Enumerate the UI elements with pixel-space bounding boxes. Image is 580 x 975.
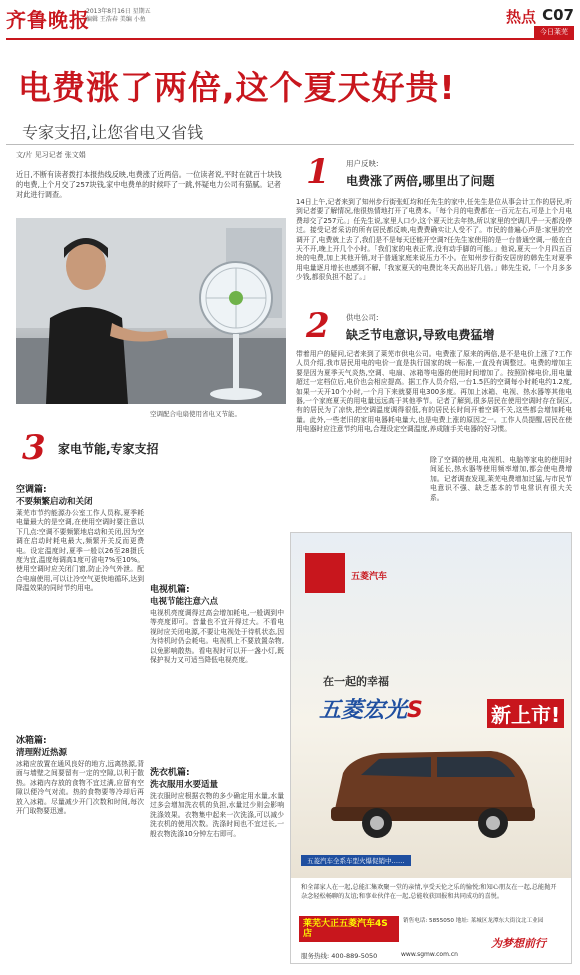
issue-date: 2013年8月16日 星期五 xyxy=(86,8,151,15)
ad-promo: 五菱汽车全系车型火爆促销中…… xyxy=(301,855,411,866)
section-subtitle: 今日莱芜 xyxy=(534,26,574,38)
tip-subheading: 清理附近热源 xyxy=(16,748,68,758)
editor-credits: 编辑 王浩春 美编 小鱼 xyxy=(86,16,146,23)
ad-website[interactable]: www.sgmw.com.cn xyxy=(401,951,458,958)
section-title: 热点 xyxy=(505,8,536,26)
ad-dealer: 莱芜大正五菱汽车4S店 xyxy=(299,916,399,942)
part1-label: 用户反映: xyxy=(346,159,379,168)
ad-model-text: 五菱宏光 xyxy=(319,698,408,723)
ad-brand: 五菱汽车 xyxy=(351,572,388,582)
masthead-rule xyxy=(6,38,574,40)
ad-body: 和全部家人在一起,总能汇集欢聚一堂的亲情,享受天伦之乐的愉悦;和知心朋友在一起,总能抛开杂念轻松畅聊的友谊;和事业伙伴在一起,总能收获回报和共同成功的喜悦。 xyxy=(301,884,557,900)
page-number: C07 xyxy=(542,6,574,24)
masthead-meta xyxy=(86,8,151,24)
ad-hotline: 服务热线: 400-889-5050 xyxy=(301,952,378,960)
ad-model-letter: S xyxy=(407,698,423,723)
part2-tail: 除了空调的使用,电视机、电脑等家电的使用时间延长,热水器等使用频率增加,都会使电费增加。记者调查发现,莱芜电费增加过猛,与市民节电意识不强、缺乏基本的节电常识有很大关系。 xyxy=(430,456,572,502)
subheadline: 专家支招,让您省电又省钱 xyxy=(22,123,204,142)
tip-body: 电视机亮度调得过高会增加耗电,一般调到中等亮度即可。音量也不宜开得过大。不看电视时应关闭电源,不要让电视处于待机状态,因为待机时仍会耗电。电视机上不要放置杂物,以免影响散热。看电视时可以开一盏小灯,既保护视力又可适当降低电视亮度。 xyxy=(150,609,284,665)
part2-title: 缺乏节电意识,导致电费猛增 xyxy=(346,328,495,342)
section-header xyxy=(478,6,574,36)
part1-number: 1 xyxy=(306,152,330,192)
part2-number: 2 xyxy=(306,306,330,346)
tip-body: 洗衣服时应根据衣物的多少确定用水量,水量过多会增加洗衣机的负担,水量过少则会影响洗涤效果。衣物集中起来一次洗涤,可以减少洗衣机的使用次数。洗涤时间也不宜过长,一般衣物洗涤10分钟左右即可。 xyxy=(150,792,284,838)
photo-illustration xyxy=(16,218,286,404)
part2-body: 带着用户的疑问,记者来到了莱芜市供电公司。电费涨了原来的两倍,是不是电价上涨了?工作人员介绍,我市居民用电的电价一直是执行国家的统一标准,一直没有调整过。电费的增加主要是因为夏季天气炎热,空调、电扇、冰箱等电器的使用时间增加了。按照阶梯电价,用电量超过一定档位后,电价也会相应提高。据工作人员介绍,一台1.5匹的空调每小时耗电约1.2度,如果一天开10个小时,一个月下来就要用电300多度。再加上冰箱、电视、热水器等其他电器,一个家庭夏天的用电量远远高于其他季节。记者了解到,很多居民在使用空调时存在误区,有的居民为了凉快,把空调温度调得很低,有的居民长时间开着空调不关,这些都会增加耗电量。此外,一些老旧的家用电器耗电量大,也是电费上涨的原因之一。工作人员提醒,居民在使用电器时应注意节约用电,合理设定空调温度,养成随手关电器的好习惯。 xyxy=(296,350,572,434)
ad-new-launch: 新上市! xyxy=(487,699,564,728)
ad-slogan: 在一起的幸福 xyxy=(323,675,389,688)
article-photo xyxy=(16,218,286,404)
photo-caption: 空调配合电扇使用省电又节能。 xyxy=(150,410,241,418)
car-advertisement[interactable] xyxy=(290,532,572,964)
tip-subheading: 不要频繁启动和关闭 xyxy=(16,497,93,507)
lead-paragraph: 近日,不断有读者拨打本报热线反映,电费涨了近两倍。一位读者说,平时在就百十块钱的电费,上个月交了257块钱,家中电费单的时候吓了一跳,怀疑电力公司有猫腻。记者对此进行调查。 xyxy=(16,170,282,199)
tip-heading: 空调篇: xyxy=(16,485,47,495)
tip-heading: 冰箱篇: xyxy=(16,736,47,746)
tips-column-1 xyxy=(16,482,144,910)
part3-number: 3 xyxy=(22,428,46,468)
car-icon xyxy=(321,731,541,843)
tip-heading: 电视机篇: xyxy=(150,585,190,595)
tip-heading: 洗衣机篇: xyxy=(150,768,190,778)
ad-motto: 为梦想前行 xyxy=(491,937,546,950)
tip-body: 莱芜市节约能源办公室工作人员称,夏季耗电量最大的是空调,在使用空调时要注意以下几点:空调不要频繁地启动和关闭,因为空调在启动时耗电最大,频繁开关反而更费电。设定温度时,夏季一般以26至28摄氏度为宜,温度每调高1度可省电7%至10%。使用空调时应关闭门窗,防止冷气外泄。配合电扇使用,可以让冷空气更快地循环,达到降温效果的同时节约用电。 xyxy=(16,509,144,593)
tip-subheading: 洗衣服用水要适量 xyxy=(150,780,219,790)
newspaper-logo: 齐鲁晚报 xyxy=(6,8,90,32)
ad-address: 销售电话: 5855050 地址: 莱城区龙潭东大街汶北工业园 xyxy=(403,918,544,924)
tip-subheading: 电视节能注意六点 xyxy=(150,597,219,607)
part2-label: 供电公司: xyxy=(346,313,379,322)
part1-title: 电费涨了两倍,哪里出了问题 xyxy=(346,174,495,188)
part1-body: 14日上午,记者来到了知州步行街张虹均和任先生的家中,任先生是位从事会计工作的居民,听到记者要了解情况,他很热情地打开了电费本。「每个月的电费都在一百元左右,可是上个月电费却交了257元。」任先生说,家里人口少,这个夏天比去年热,所以家里的空调几乎一天都没停过。接受记者采访的所有居民都反映,电费费确实让人受不了。市民的普遍心声是:家里的空调开了,电费就上去了,我们是不是每天还能开空调?任先生家使用的是一台普通空调,一般在白天不开,晚上开几个小时。「我们家的电表正常,没有动手脚的可能。」他说,夏天一个月四五百块的电费,加上其他开销,对于普通家庭来说压力不小。在知州步行街安居房的韩先生对夏季用电量逐月增长也感到不解,「我家夏天的电费比冬天高出好几倍。」韩先生说,「一个月多多少钱,都很负担不起了。」 xyxy=(296,198,572,282)
tip-body: 冰箱应放置在通风良好的地方,远离热源,背面与墙壁之间要留有一定的空隙,以利于散热。冰箱内存放的食物不宜过满,应留有空隙以便冷气对流。热的食物要等冷却后再放入冰箱。尽量减少开门次数和时间,每次开门取物要迅速。 xyxy=(16,760,144,816)
wuling-logo-icon xyxy=(305,553,345,593)
headline: 电费涨了两倍,这个夏天好贵! xyxy=(18,68,456,107)
divider xyxy=(6,144,574,145)
byline: 文/片 见习记者 张文娟 xyxy=(16,151,86,159)
part3-title: 家电节能,专家支招 xyxy=(58,442,159,456)
tips-column-2 xyxy=(150,482,284,942)
ad-model-name xyxy=(319,693,423,724)
